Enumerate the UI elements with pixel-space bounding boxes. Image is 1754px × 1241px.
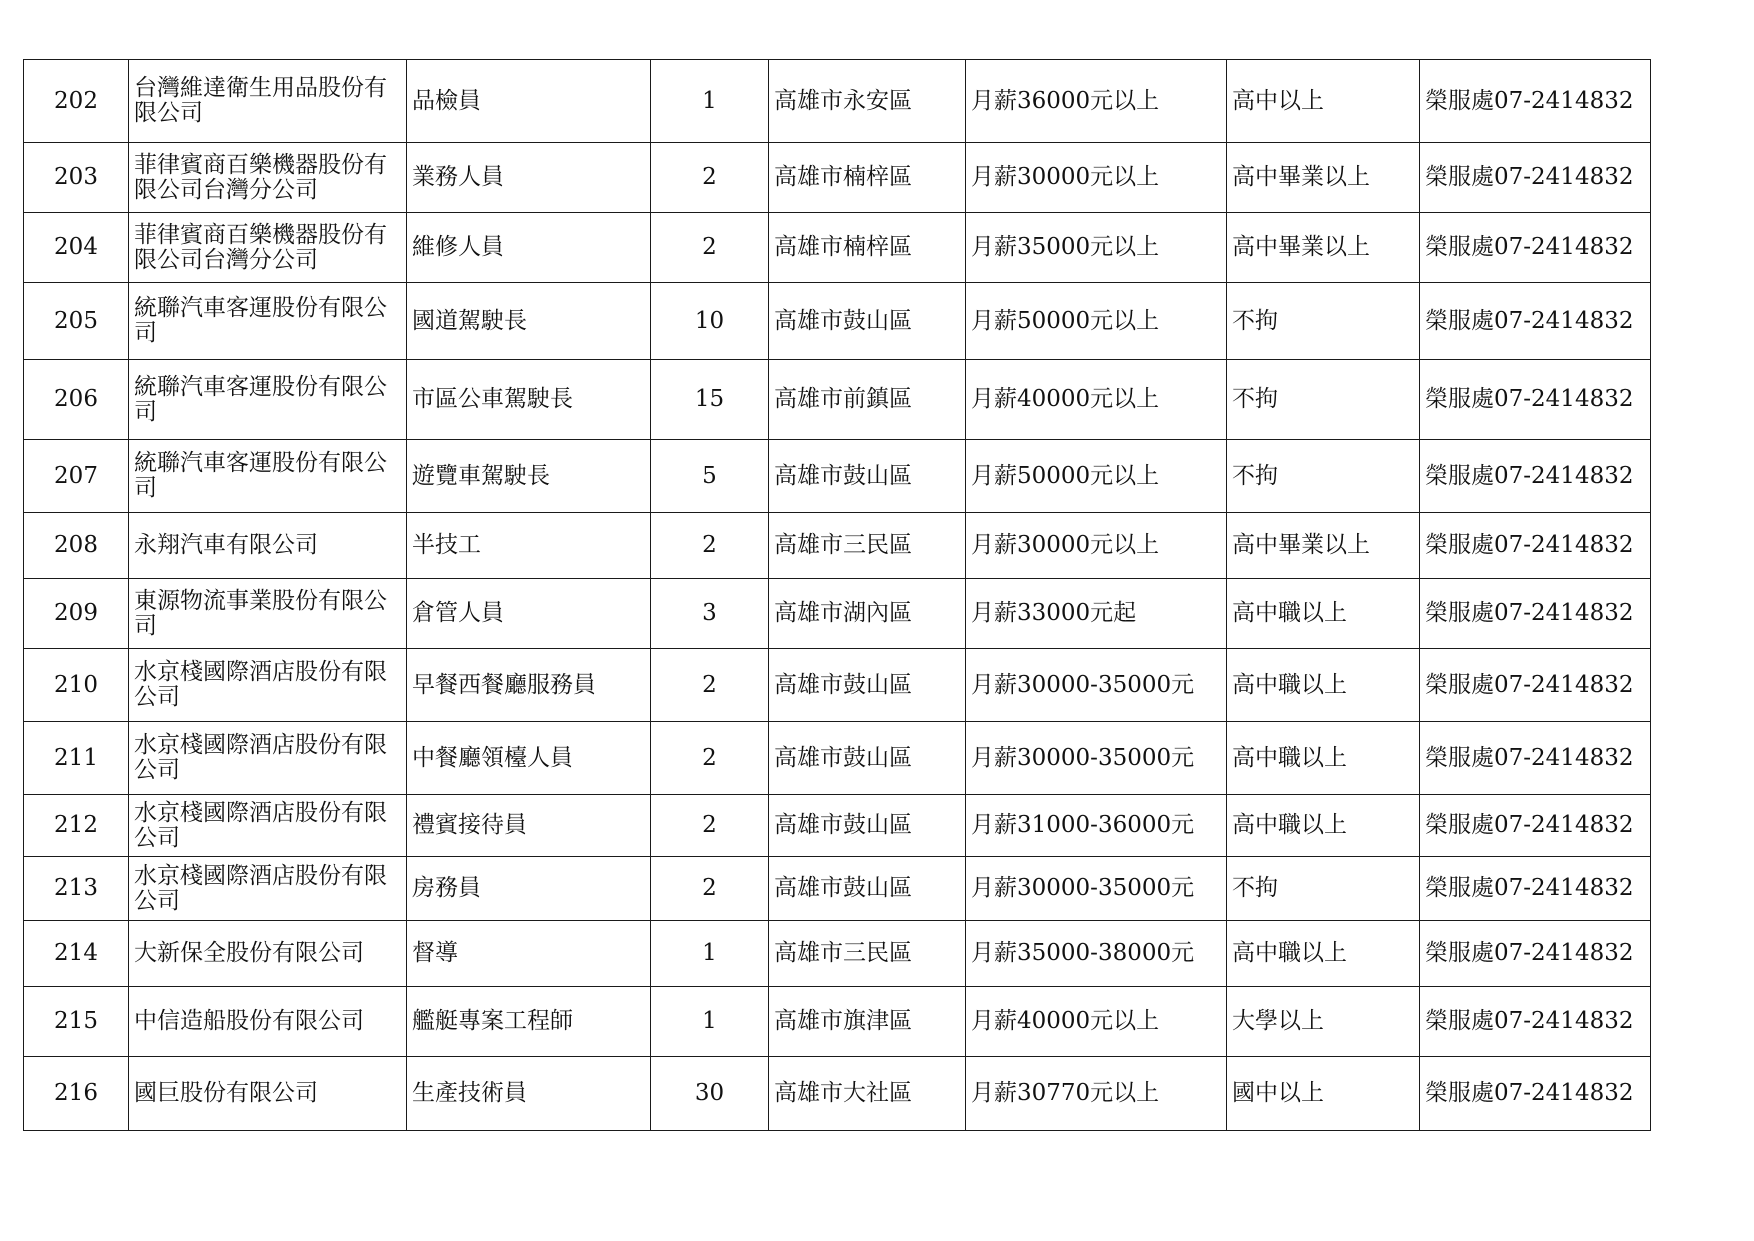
company-cell: 水京棧國際酒店股份有限公司 <box>129 795 407 857</box>
position-cell: 維修人員 <box>407 213 651 283</box>
job-listing-table <box>23 59 1651 1131</box>
headcount-cell: 2 <box>651 649 769 722</box>
table-row <box>24 60 1651 143</box>
row-number-cell: 216 <box>24 1057 129 1131</box>
location-cell: 高雄市三民區 <box>769 513 966 579</box>
headcount-cell: 2 <box>651 143 769 213</box>
position-cell: 早餐西餐廳服務員 <box>407 649 651 722</box>
contact-cell: 榮服處07-2414832 <box>1420 143 1651 213</box>
location-cell: 高雄市永安區 <box>769 60 966 143</box>
table-row <box>24 143 1651 213</box>
headcount-cell: 2 <box>651 722 769 795</box>
table-row <box>24 722 1651 795</box>
row-number-cell: 207 <box>24 440 129 513</box>
headcount-cell: 10 <box>651 283 769 360</box>
company-cell: 水京棧國際酒店股份有限公司 <box>129 722 407 795</box>
contact-cell: 榮服處07-2414832 <box>1420 283 1651 360</box>
table-row <box>24 649 1651 722</box>
table-row <box>24 579 1651 649</box>
position-cell: 國道駕駛長 <box>407 283 651 360</box>
location-cell: 高雄市旗津區 <box>769 987 966 1057</box>
salary-cell: 月薪50000元以上 <box>966 283 1227 360</box>
contact-cell: 榮服處07-2414832 <box>1420 857 1651 921</box>
education-cell: 不拘 <box>1227 360 1420 440</box>
contact-cell: 榮服處07-2414832 <box>1420 60 1651 143</box>
salary-cell: 月薪31000-36000元 <box>966 795 1227 857</box>
location-cell: 高雄市楠梓區 <box>769 213 966 283</box>
education-cell: 高中職以上 <box>1227 649 1420 722</box>
table-row <box>24 213 1651 283</box>
row-number-cell: 214 <box>24 921 129 987</box>
company-cell: 水京棧國際酒店股份有限公司 <box>129 649 407 722</box>
education-cell: 高中職以上 <box>1227 795 1420 857</box>
table-row <box>24 921 1651 987</box>
company-cell: 永翔汽車有限公司 <box>129 513 407 579</box>
salary-cell: 月薪40000元以上 <box>966 360 1227 440</box>
education-cell: 高中畢業以上 <box>1227 213 1420 283</box>
location-cell: 高雄市鼓山區 <box>769 283 966 360</box>
education-cell: 大學以上 <box>1227 987 1420 1057</box>
position-cell: 房務員 <box>407 857 651 921</box>
headcount-cell: 5 <box>651 440 769 513</box>
row-number-cell: 209 <box>24 579 129 649</box>
company-cell: 台灣維達衛生用品股份有限公司 <box>129 60 407 143</box>
position-cell: 禮賓接待員 <box>407 795 651 857</box>
company-cell: 統聯汽車客運股份有限公司 <box>129 440 407 513</box>
company-cell: 菲律賓商百樂機器股份有限公司台灣分公司 <box>129 143 407 213</box>
location-cell: 高雄市楠梓區 <box>769 143 966 213</box>
education-cell: 高中職以上 <box>1227 722 1420 795</box>
salary-cell: 月薪33000元起 <box>966 579 1227 649</box>
contact-cell: 榮服處07-2414832 <box>1420 987 1651 1057</box>
contact-cell: 榮服處07-2414832 <box>1420 1057 1651 1131</box>
position-cell: 半技工 <box>407 513 651 579</box>
salary-cell: 月薪30000-35000元 <box>966 857 1227 921</box>
salary-cell: 月薪30770元以上 <box>966 1057 1227 1131</box>
table-row <box>24 1057 1651 1131</box>
position-cell: 遊覽車駕駛長 <box>407 440 651 513</box>
row-number-cell: 212 <box>24 795 129 857</box>
row-number-cell: 204 <box>24 213 129 283</box>
education-cell: 不拘 <box>1227 857 1420 921</box>
contact-cell: 榮服處07-2414832 <box>1420 360 1651 440</box>
row-number-cell: 211 <box>24 722 129 795</box>
row-number-cell: 210 <box>24 649 129 722</box>
company-cell: 大新保全股份有限公司 <box>129 921 407 987</box>
headcount-cell: 30 <box>651 1057 769 1131</box>
company-cell: 水京棧國際酒店股份有限公司 <box>129 857 407 921</box>
position-cell: 督導 <box>407 921 651 987</box>
education-cell: 高中以上 <box>1227 60 1420 143</box>
education-cell: 國中以上 <box>1227 1057 1420 1131</box>
headcount-cell: 2 <box>651 857 769 921</box>
company-cell: 國巨股份有限公司 <box>129 1057 407 1131</box>
education-cell: 高中職以上 <box>1227 579 1420 649</box>
location-cell: 高雄市鼓山區 <box>769 857 966 921</box>
location-cell: 高雄市鼓山區 <box>769 440 966 513</box>
position-cell: 業務人員 <box>407 143 651 213</box>
headcount-cell: 15 <box>651 360 769 440</box>
contact-cell: 榮服處07-2414832 <box>1420 579 1651 649</box>
education-cell: 高中畢業以上 <box>1227 143 1420 213</box>
row-number-cell: 215 <box>24 987 129 1057</box>
position-cell: 生產技術員 <box>407 1057 651 1131</box>
position-cell: 艦艇專案工程師 <box>407 987 651 1057</box>
salary-cell: 月薪40000元以上 <box>966 987 1227 1057</box>
salary-cell: 月薪30000-35000元 <box>966 649 1227 722</box>
table-row <box>24 857 1651 921</box>
location-cell: 高雄市三民區 <box>769 921 966 987</box>
education-cell: 高中畢業以上 <box>1227 513 1420 579</box>
row-number-cell: 206 <box>24 360 129 440</box>
headcount-cell: 2 <box>651 513 769 579</box>
headcount-cell: 1 <box>651 987 769 1057</box>
company-cell: 中信造船股份有限公司 <box>129 987 407 1057</box>
position-cell: 倉管人員 <box>407 579 651 649</box>
table-row <box>24 283 1651 360</box>
contact-cell: 榮服處07-2414832 <box>1420 722 1651 795</box>
company-cell: 統聯汽車客運股份有限公司 <box>129 283 407 360</box>
row-number-cell: 205 <box>24 283 129 360</box>
headcount-cell: 2 <box>651 795 769 857</box>
education-cell: 高中職以上 <box>1227 921 1420 987</box>
row-number-cell: 203 <box>24 143 129 213</box>
salary-cell: 月薪30000-35000元 <box>966 722 1227 795</box>
table-row <box>24 987 1651 1057</box>
contact-cell: 榮服處07-2414832 <box>1420 795 1651 857</box>
row-number-cell: 208 <box>24 513 129 579</box>
salary-cell: 月薪35000元以上 <box>966 213 1227 283</box>
location-cell: 高雄市鼓山區 <box>769 722 966 795</box>
salary-cell: 月薪30000元以上 <box>966 143 1227 213</box>
headcount-cell: 1 <box>651 60 769 143</box>
contact-cell: 榮服處07-2414832 <box>1420 921 1651 987</box>
salary-cell: 月薪30000元以上 <box>966 513 1227 579</box>
contact-cell: 榮服處07-2414832 <box>1420 440 1651 513</box>
position-cell: 品檢員 <box>407 60 651 143</box>
education-cell: 不拘 <box>1227 283 1420 360</box>
position-cell: 市區公車駕駛長 <box>407 360 651 440</box>
location-cell: 高雄市前鎮區 <box>769 360 966 440</box>
location-cell: 高雄市鼓山區 <box>769 649 966 722</box>
headcount-cell: 1 <box>651 921 769 987</box>
row-number-cell: 213 <box>24 857 129 921</box>
table-row <box>24 360 1651 440</box>
salary-cell: 月薪35000-38000元 <box>966 921 1227 987</box>
salary-cell: 月薪50000元以上 <box>966 440 1227 513</box>
contact-cell: 榮服處07-2414832 <box>1420 513 1651 579</box>
location-cell: 高雄市大社區 <box>769 1057 966 1131</box>
salary-cell: 月薪36000元以上 <box>966 60 1227 143</box>
table-row <box>24 513 1651 579</box>
table-row <box>24 795 1651 857</box>
table-row <box>24 440 1651 513</box>
location-cell: 高雄市湖內區 <box>769 579 966 649</box>
job-table-body <box>24 60 1651 1131</box>
row-number-cell: 202 <box>24 60 129 143</box>
headcount-cell: 3 <box>651 579 769 649</box>
company-cell: 統聯汽車客運股份有限公司 <box>129 360 407 440</box>
company-cell: 菲律賓商百樂機器股份有限公司台灣分公司 <box>129 213 407 283</box>
education-cell: 不拘 <box>1227 440 1420 513</box>
company-cell: 東源物流事業股份有限公司 <box>129 579 407 649</box>
position-cell: 中餐廳領檯人員 <box>407 722 651 795</box>
contact-cell: 榮服處07-2414832 <box>1420 649 1651 722</box>
headcount-cell: 2 <box>651 213 769 283</box>
location-cell: 高雄市鼓山區 <box>769 795 966 857</box>
contact-cell: 榮服處07-2414832 <box>1420 213 1651 283</box>
